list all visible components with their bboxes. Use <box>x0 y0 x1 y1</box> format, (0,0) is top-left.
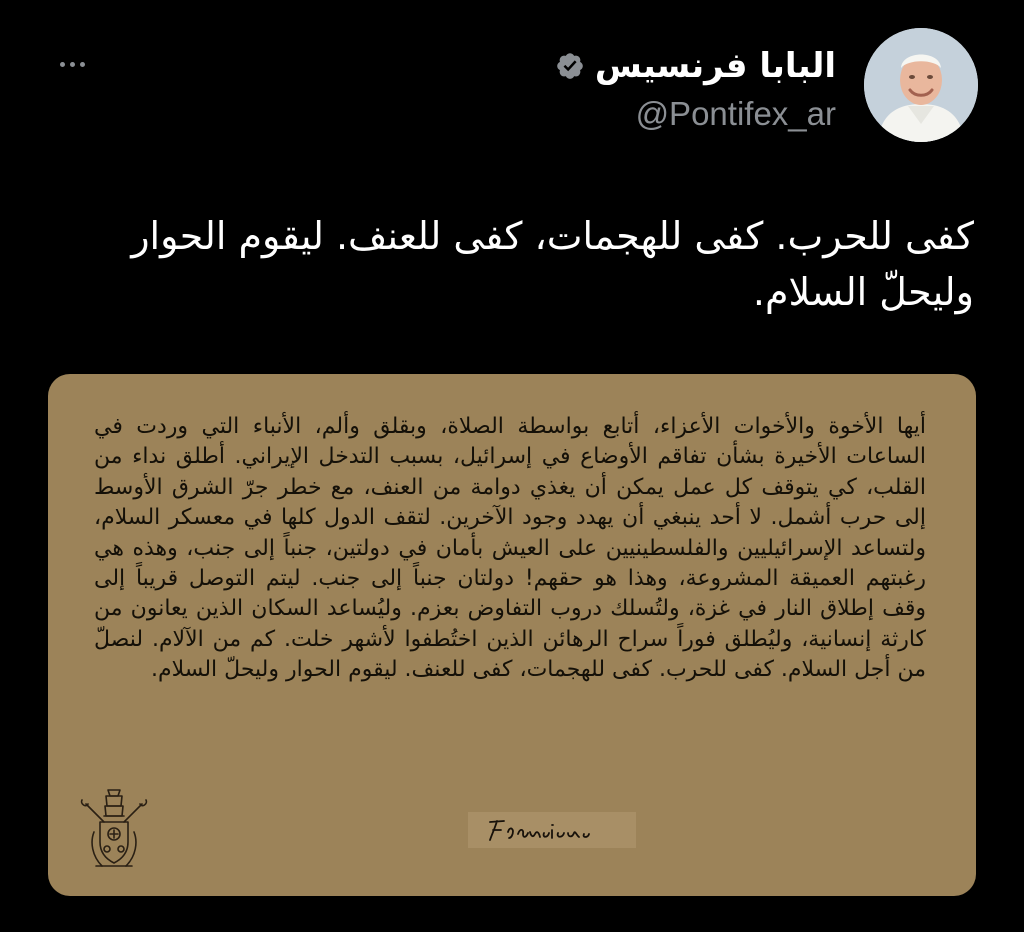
more-options-button[interactable] <box>52 52 92 76</box>
author-display-name[interactable]: البابا فرنسيس <box>594 46 836 86</box>
avatar[interactable] <box>864 28 978 142</box>
papal-coat-of-arms-icon <box>74 786 154 872</box>
letter-text: أيها الأخوة والأخوات الأعزاء، أتابع بواسطة الصلاة، وبقلق وألم، الأنباء التي وردت في الساعات الأخيرة بشأن تفاقم الأوضاع في إسرائيل، بسبب التدخل الإيراني. أطلق نداء من القلب، كي يتوقف كل عمل يمكن أن يغذي دوامة من العنف، مع خطر جرّ الشرق الأوسط إلى حرب أشمل. لا أحد ينبغي أن يهدد وجود الآخرين. لتقف الدول كلها في معسكر السلام، ولتساعد الإسرائيليين والفلسطينيين على العيش بأمان في دولتين، جنباً إلى جنب، وهذه هي رغبتهم العميقة المشروعة، وهذا هو حقهم! دولتان جنباً إلى جنب. ليتم التوصل قريباً إلى وقف إطلاق النار في غزة، ولتُسلك دروب التفاوض بعزم. وليُساعد السكان الذين يعانون من كارثة إنسانية، وليُطلق فوراً سراح الرهائن الذين اختُطفوا لأشهر خلت. كم من الآلام. لنصلّ من أجل السلام. كفى للحرب. كفى للهجمات، كفى للعنف. ليقوم الحوار وليحلّ السلام. <box>94 414 926 683</box>
avatar-image <box>864 28 978 142</box>
more-dot-icon <box>60 62 65 67</box>
signature <box>468 812 636 848</box>
more-dot-icon <box>80 62 85 67</box>
tweet-author[interactable] <box>555 46 836 134</box>
tweet-text: كفى للحرب. كفى للهجمات، كفى للعنف. ليقوم الحوار وليحلّ السلام. <box>131 214 974 314</box>
signature-icon <box>468 812 636 848</box>
more-dot-icon <box>70 62 75 67</box>
verified-badge-icon <box>555 51 585 81</box>
author-name-row <box>555 46 836 86</box>
tweet-image-letter[interactable] <box>48 374 976 896</box>
author-handle[interactable]: @Pontifex_ar <box>635 95 836 132</box>
